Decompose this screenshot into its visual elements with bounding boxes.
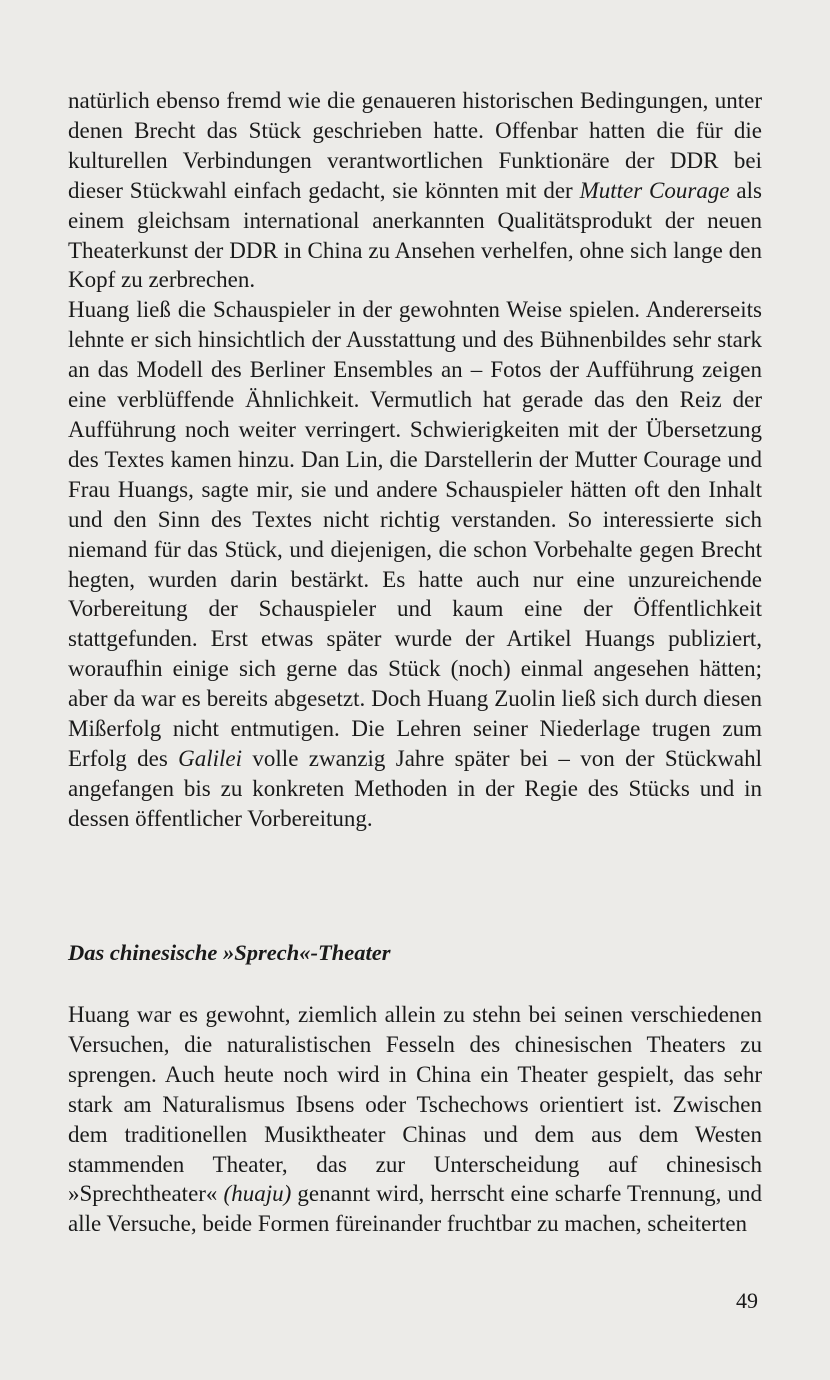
paragraph-2-text-a: Huang ließ die Schauspieler in der gewohnten Weise spielen. Andererseits lehnte er sich hinsichtlich der Ausstattung und des Bühnenbildes sehr stark an das Modell des Berliner Ensembles an – Fotos der Aufführung zeigen eine verblüffende Ähnlichkeit. Vermutlich hat gerade das den Reiz der Aufführung noch weiter verringert. Schwierigkeiten mit der Übersetzung des Textes kamen hinzu. Dan Lin, die Darstellerin der Mutter Courage und Frau Huangs, sagte mir, sie und andere Schauspieler hätten oft den Inhalt und den Sinn des Textes nicht richtig verstanden. So interessierte sich niemand für das Stück, und diejenigen, die schon Vorbehalte gegen Brecht hegten, wurden darin bestärkt. Es hatte auch nur eine unzureichende Vorbereitung der Schauspieler und kaum eine der Öffentlichkeit stattgefunden. Erst etwas später wurde der Artikel Huangs publiziert, woraufhin einige sich gerne das Stück (noch) einmal angesehen hätten; aber da war es bereits abgesetzt. Doch Huang Zuolin ließ sich durch diesen Mißerfolg nicht entmutigen. Die Lehren seiner Niederlage trugen zum Erfolg des [68, 297, 762, 771]
paragraph-3-text-b: genannt wird, herrscht eine scharfe Trennung, und alle Versuche, beide Formen füreinander fruchtbar zu machen, scheiterten [68, 1181, 762, 1237]
paragraph-1 [68, 86, 762, 295]
title-mutter-courage: Mutter Courage [579, 177, 730, 203]
paragraph-3-text-a: Huang war es gewohnt, ziemlich allein zu stehn bei seinen verschiedenen Versuchen, die naturalistischen Fesseln des chinesischen Theaters zu sprengen. Auch heute noch wird in China ein Theater gespielt, das sehr stark am Naturalismus Ibsens oder Tschechows orientiert ist. Zwischen dem traditionellen Musiktheater Chinas und dem aus dem Westen stammenden Theater, das zur Unterscheidung auf chinesisch »Sprechtheater« [68, 1002, 762, 1207]
paragraph-2-text-b: volle zwanzig Jahre später bei – von der Stückwahl angefangen bis zu konkreten Methoden in der Regie des Stücks und in dessen öffentlicher Vorbereitung. [68, 745, 762, 831]
paragraph-3 [68, 1000, 762, 1239]
paragraph-1-text-a: natürlich ebenso fremd wie die genaueren historischen Bedingungen, unter denen Brecht das Stück geschrieben hatte. Offenbar hatten die für die kulturellen Verbindungen verantwortlichen Funktionäre der DDR bei dieser Stückwahl einfach gedacht, sie könnten mit der [68, 88, 762, 203]
title-galilei: Galilei [178, 745, 243, 771]
body-text-top [68, 86, 762, 834]
paragraph-1-text-b: als einem gleichsam international anerkannten Qualitätsprodukt der neuen Theaterkunst der DDR in China zu Ansehen verhelfen, ohne sich lange den Kopf zu zerbrechen. [68, 177, 762, 293]
body-text-bottom [68, 1000, 762, 1239]
page-number: 49 [736, 1288, 758, 1313]
section-heading: Das chinesische »Sprech«-Theater [68, 940, 391, 965]
term-huaju: (huaju) [223, 1181, 292, 1207]
paragraph-2 [68, 295, 762, 833]
